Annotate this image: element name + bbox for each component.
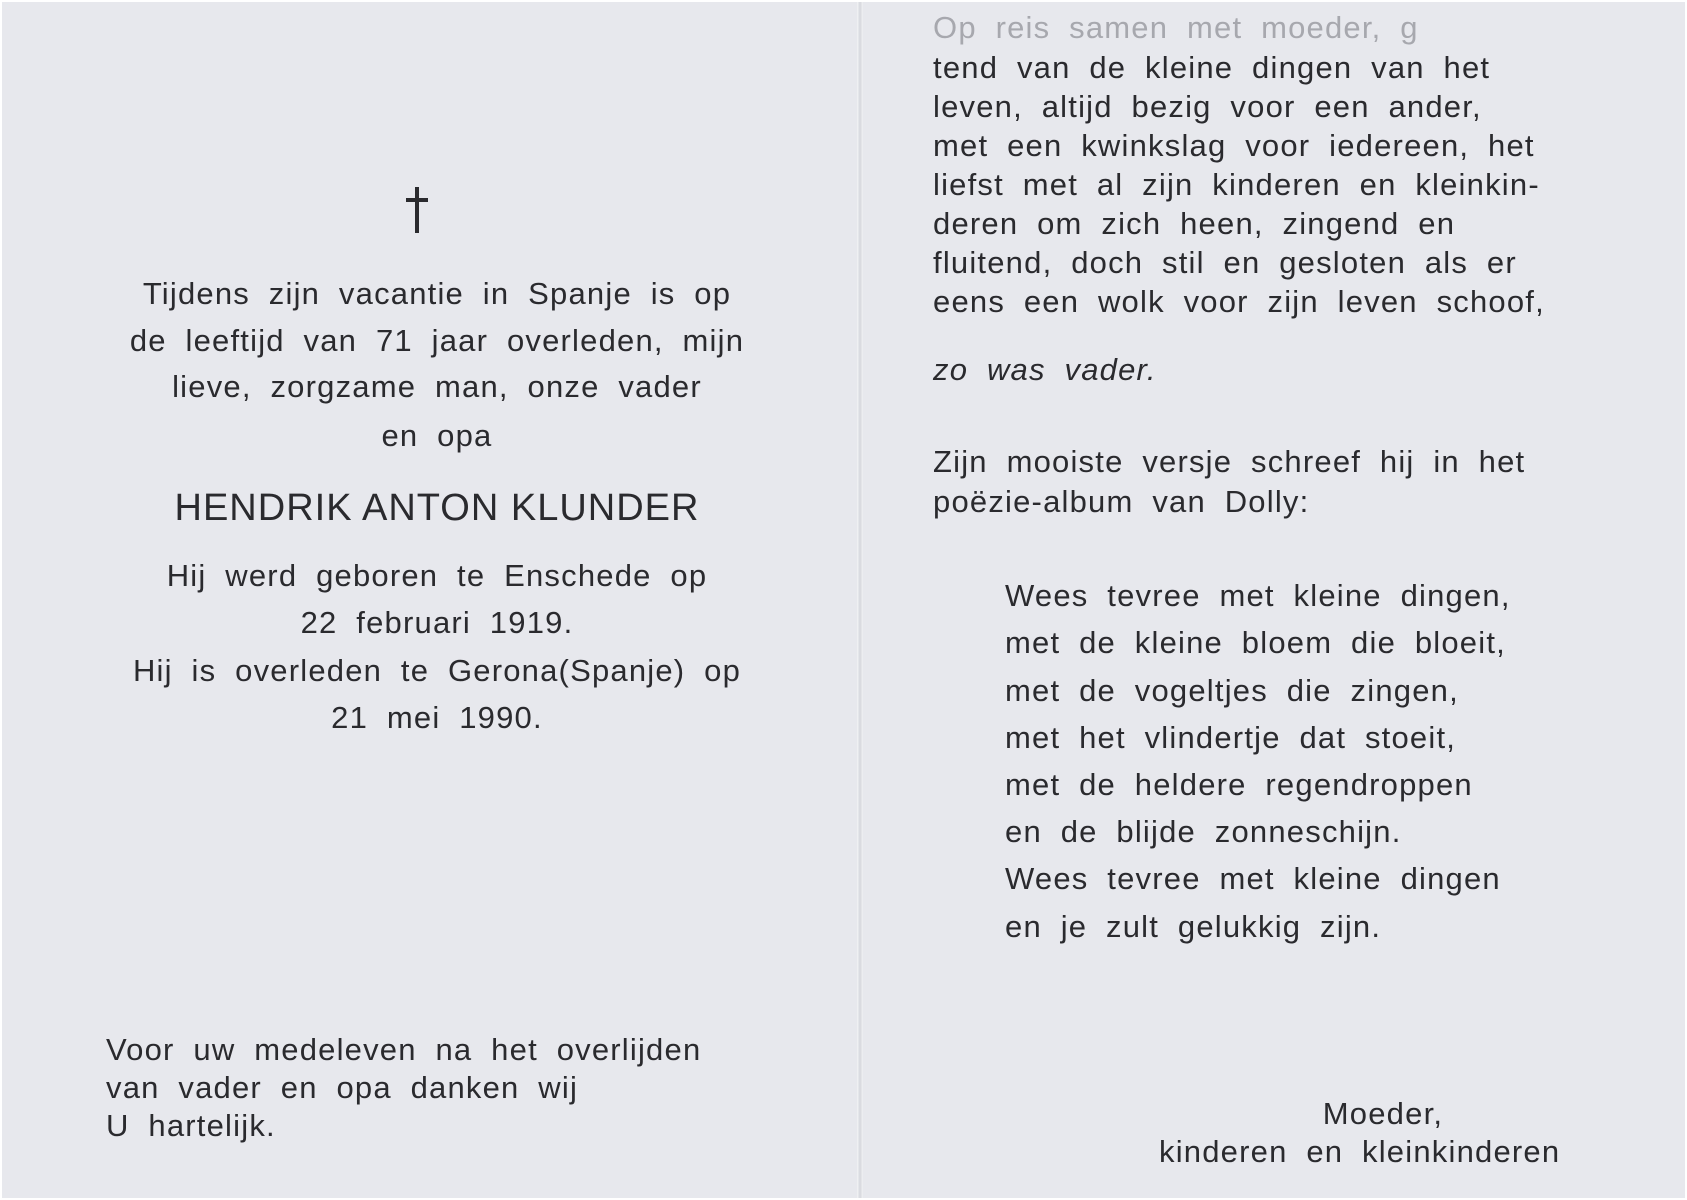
poem-line-7: Wees tevree met kleine dingen xyxy=(1005,861,1501,896)
poem-intro-line-1: Zijn mooiste versje schreef hij in het xyxy=(933,444,1526,479)
tribute-line-1: tend van de kleine dingen van het xyxy=(933,50,1491,85)
poem-line-1: Wees tevree met kleine dingen, xyxy=(1005,578,1511,613)
birth-line-2: 22 februari 1919. xyxy=(300,605,574,640)
tribute-line-3: met een kwinkslag voor iedereen, het xyxy=(933,128,1535,163)
thanks-line-1: Voor uw medeleven na het overlijden xyxy=(106,1032,702,1067)
memorial-card xyxy=(2,2,1685,1198)
poem-line-2: met de kleine bloem die bloeit, xyxy=(1005,625,1506,660)
tribute-line-7: eens een wolk voor zijn leven schoof, xyxy=(933,284,1545,319)
right-panel xyxy=(863,2,1685,1198)
poem-line-8: en je zult gelukkig zijn. xyxy=(1005,909,1382,944)
death-line-2: 21 mei 1990. xyxy=(331,700,543,735)
tribute-close: zo was vader. xyxy=(933,352,1157,387)
deceased-name: HENDRIK ANTON KLUNDER xyxy=(174,487,700,529)
left-panel xyxy=(2,2,857,1198)
tribute-line-6: fluitend, doch stil en gesloten als er xyxy=(933,245,1517,280)
top-cut-line: Op reis samen met moeder, g xyxy=(933,10,1419,45)
tribute-line-2: leven, altijd bezig voor een ander, xyxy=(933,89,1482,124)
intro-line-1: Tijdens zijn vacantie in Spanje is op xyxy=(142,276,732,311)
tribute-line-4: liefst met al zijn kinderen en kleinkin- xyxy=(933,167,1540,202)
poem-line-4: met het vlindertje dat stoeit, xyxy=(1005,720,1457,755)
thanks-line-2: van vader en opa danken wij xyxy=(106,1070,579,1105)
birth-line-1: Hij werd geboren te Enschede op xyxy=(166,558,708,593)
intro-line-2: de leeftijd van 71 jaar overleden, mijn xyxy=(129,323,745,358)
poem-line-6: en de blijde zonneschijn. xyxy=(1005,814,1402,849)
intro-line-3: lieve, zorgzame man, onze vader xyxy=(172,369,702,404)
poem-line-3: met de vogeltjes die zingen, xyxy=(1005,673,1459,708)
cross-icon xyxy=(402,187,432,237)
poem-intro-line-2: poëzie-album van Dolly: xyxy=(933,484,1310,519)
death-line-1: Hij is overleden te Gerona(Spanje) op xyxy=(132,653,742,688)
intro-line-4: en opa xyxy=(381,418,493,453)
signature-line-2: kinderen en kleinkinderen xyxy=(1159,1134,1561,1169)
thanks-line-3: U hartelijk. xyxy=(106,1108,276,1143)
tribute-line-5: deren om zich heen, zingend en xyxy=(933,206,1456,241)
signature-line-1: Moeder, xyxy=(1322,1096,1444,1131)
poem-line-5: met de heldere regendroppen xyxy=(1005,767,1473,802)
